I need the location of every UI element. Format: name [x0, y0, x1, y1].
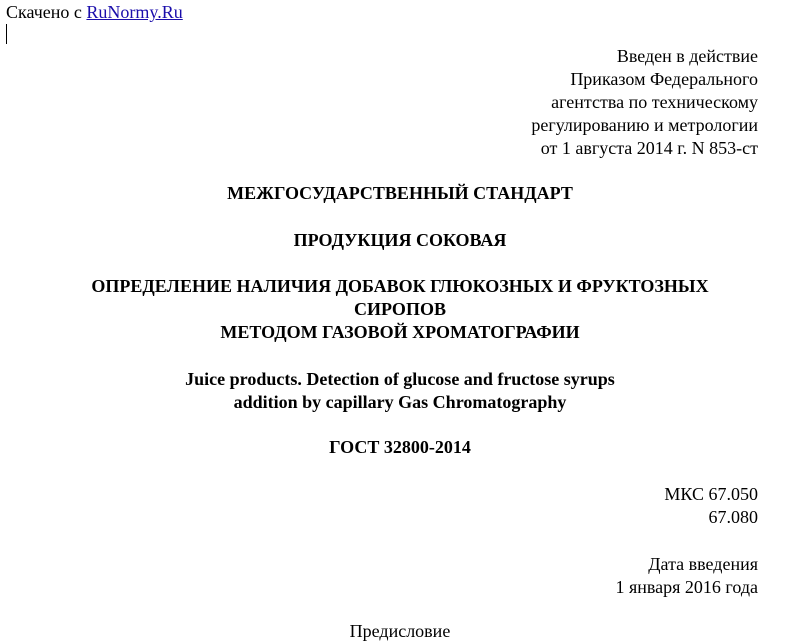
title-ru-line: СИРОПОВ: [354, 299, 446, 319]
gost-number: ГОСТ 32800-2014: [329, 437, 471, 457]
text-cursor: [6, 24, 7, 44]
classification-code: 67.080: [708, 507, 758, 527]
introduction-date-label: Дата введения: [648, 554, 758, 574]
approval-line: от 1 августа 2014 г. N 853-ст: [540, 138, 758, 158]
approval-line: агентства по техническому: [551, 92, 758, 112]
approval-line: регулированию и метрологии: [531, 115, 758, 135]
source-line: [6, 1, 183, 23]
title-ru-line: МЕТОДОМ ГАЗОВОЙ ХРОМАТОГРАФИИ: [220, 322, 580, 342]
introduction-date-block: [615, 553, 758, 599]
runormy-link[interactable]: RuNormy.Ru: [86, 2, 183, 22]
approval-block: [531, 45, 758, 160]
title-en-line: Juice products. Detection of glucose and fructose syrups: [185, 369, 615, 389]
title-ru-line: ОПРЕДЕЛЕНИЕ НАЛИЧИЯ ДОБАВОК ГЛЮКОЗНЫХ И ФРУКТОЗНЫХ: [91, 276, 709, 296]
classification-code: МКС 67.050: [664, 484, 758, 504]
approval-line: Приказом Федерального: [570, 69, 758, 89]
title-en-line: addition by capillary Gas Chromatography: [233, 392, 567, 412]
document-title-en: [6, 368, 788, 414]
product-heading: ПРОДУКЦИЯ СОКОВАЯ: [293, 230, 507, 250]
approval-line: Введен в действие: [616, 46, 758, 66]
source-prefix: Скачено с: [6, 2, 87, 22]
introduction-date-value: 1 января 2016 года: [615, 577, 758, 597]
document-title-ru: [6, 275, 788, 344]
preface-heading: Предисловие: [349, 621, 451, 641]
standard-type-heading: МЕЖГОСУДАРСТВЕННЫЙ СТАНДАРТ: [227, 183, 573, 203]
classification-block: [664, 483, 758, 529]
